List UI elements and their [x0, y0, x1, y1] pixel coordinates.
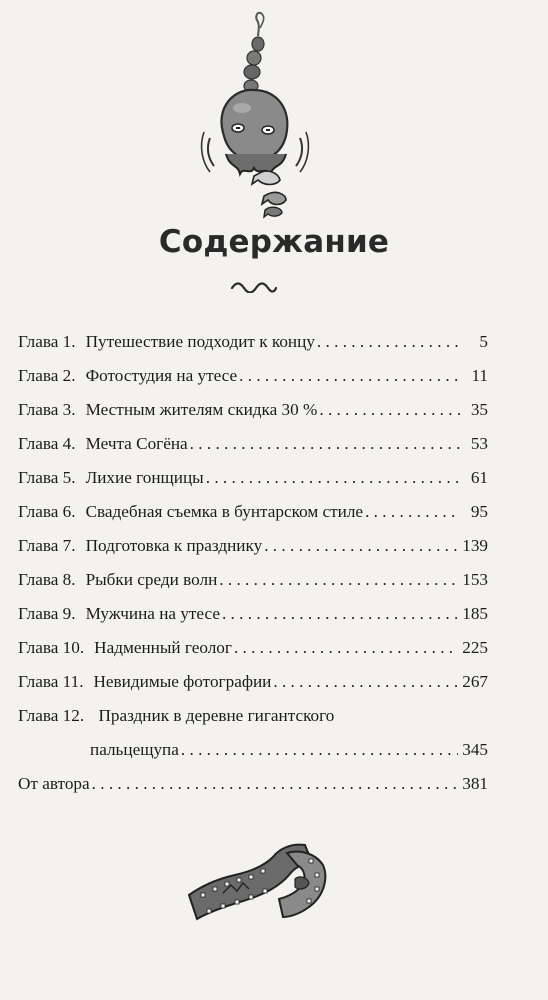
page-title: Содержание: [158, 224, 390, 260]
toc-page-number: 381: [462, 774, 488, 793]
toc-page-number: 61: [470, 468, 488, 487]
toc-entry[interactable]: [18, 495, 488, 529]
toc-chapter-label: Глава 12.: [18, 706, 85, 725]
toc-chapter-label: Глава 7.: [18, 536, 76, 555]
toc-entry[interactable]: [18, 393, 488, 427]
toc-leader: [181, 733, 458, 767]
toc-page-number: 345: [462, 740, 488, 759]
film-strip-illustration: [183, 835, 333, 930]
toc-leader: [222, 597, 458, 631]
toc-entry[interactable]: [18, 563, 488, 597]
toc-title: Местным жителям скидка 30 %: [85, 400, 318, 419]
toc-title: Путешествие подходит к концу: [85, 332, 315, 351]
toc-chapter-label: Глава 2.: [18, 366, 76, 385]
toc-title: Мечта Согёна: [85, 434, 188, 453]
toc-page-number: 95: [470, 502, 488, 521]
toc-chapter-label: Глава 1.: [18, 332, 76, 351]
toc-title: Подготовка к празднику: [85, 536, 263, 555]
toc-chapter-label: Глава 8.: [18, 570, 76, 589]
toc-leader: [190, 427, 460, 461]
toc-title-continuation: пальцещупа: [90, 740, 179, 759]
toc-entry[interactable]: [18, 665, 488, 699]
toc-entry[interactable]: [18, 427, 488, 461]
toc-entry[interactable]: [18, 359, 488, 393]
toc-leader: [239, 359, 460, 393]
toc-page-number: 225: [462, 638, 488, 657]
table-of-contents: [18, 325, 488, 801]
toc-page-number: 11: [471, 366, 488, 385]
toc-entry[interactable]: [18, 699, 488, 767]
toc-title: Праздник в деревне гигантского: [98, 706, 335, 725]
toc-entry[interactable]: [18, 767, 488, 801]
toc-title: Невидимые фотографии: [93, 672, 272, 691]
toc-leader: [365, 495, 460, 529]
toc-chapter-label: Глава 5.: [18, 468, 76, 487]
toc-chapter-label: Глава 11.: [18, 672, 84, 691]
toc-chapter-label: Глава 3.: [18, 400, 76, 419]
toc-leader: [264, 529, 458, 563]
toc-leader: [219, 563, 458, 597]
toc-leader: [92, 767, 459, 801]
toc-page-number: 53: [470, 434, 488, 453]
toc-leader: [234, 631, 458, 665]
wave-divider-icon: [230, 279, 278, 293]
toc-page-number: 267: [462, 672, 488, 691]
toc-title: Мужчина на утесе: [85, 604, 220, 623]
toc-leader: [317, 325, 460, 359]
toc-chapter-label: Глава 9.: [18, 604, 76, 623]
toc-entry[interactable]: [18, 325, 488, 359]
toc-title: Фотостудия на утесе: [85, 366, 238, 385]
octopus-illustration: [196, 8, 316, 223]
toc-chapter-label: Глава 4.: [18, 434, 76, 453]
toc-chapter-label: Глава 6.: [18, 502, 76, 521]
toc-page-number: 153: [462, 570, 488, 589]
toc-page-number: 5: [479, 332, 488, 351]
toc-page-number: 139: [462, 536, 488, 555]
toc-entry[interactable]: [18, 461, 488, 495]
toc-entry[interactable]: [18, 631, 488, 665]
toc-title: Свадебная съемка в бунтарском стиле: [85, 502, 364, 521]
toc-title: Рыбки среди волн: [85, 570, 218, 589]
toc-title: Надменный геолог: [94, 638, 232, 657]
toc-leader: [206, 461, 460, 495]
toc-entry[interactable]: [18, 529, 488, 563]
toc-page-number: 35: [470, 400, 488, 419]
toc-leader: [319, 393, 460, 427]
toc-page-number: 185: [462, 604, 488, 623]
toc-leader: [273, 665, 458, 699]
toc-entry[interactable]: [18, 597, 488, 631]
toc-title: Лихие гонщицы: [85, 468, 204, 487]
toc-chapter-label: Глава 10.: [18, 638, 85, 657]
toc-title: От автора: [18, 774, 90, 793]
